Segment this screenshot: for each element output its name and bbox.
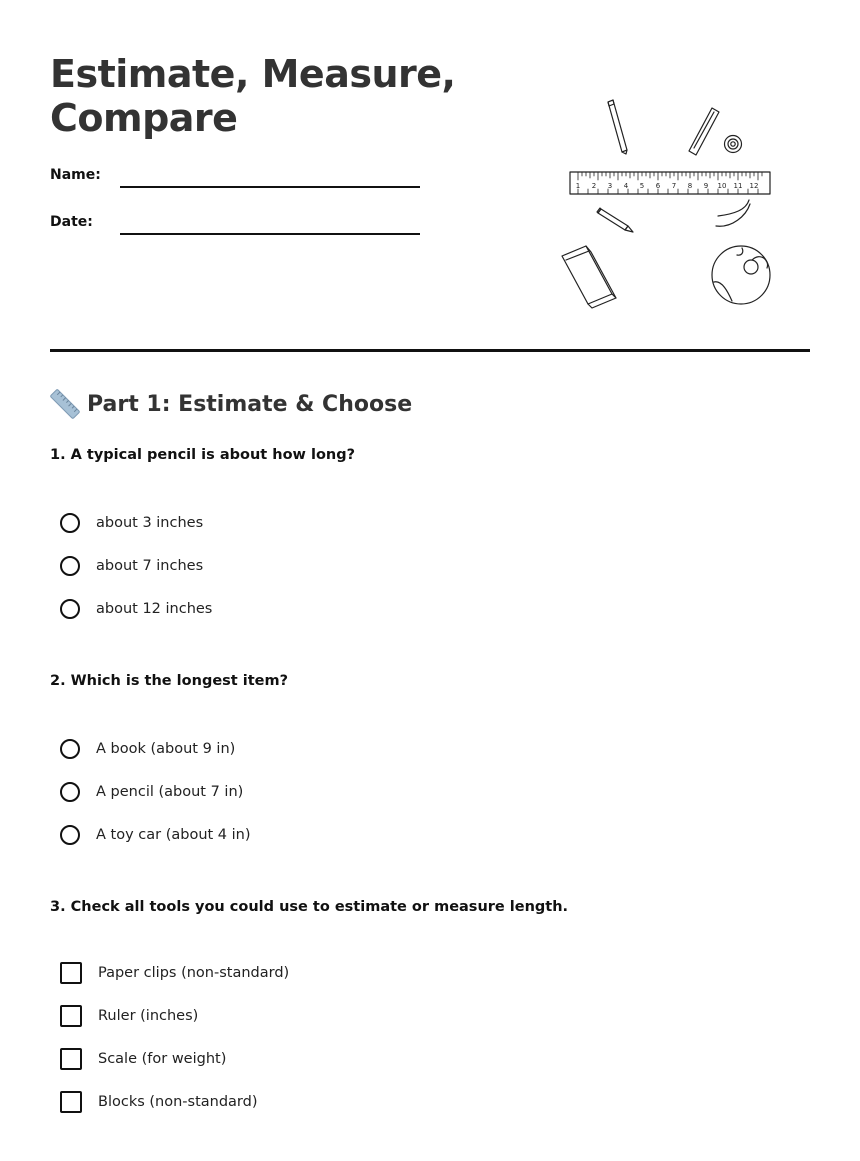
part-1-heading bbox=[50, 388, 412, 420]
radio-button[interactable] bbox=[60, 556, 80, 576]
radio-button[interactable] bbox=[60, 599, 80, 619]
svg-text:6: 6 bbox=[655, 182, 661, 190]
checkbox[interactable] bbox=[60, 962, 82, 984]
name-input-line[interactable] bbox=[120, 186, 420, 188]
question-1-option-2[interactable] bbox=[60, 553, 203, 579]
svg-text:1: 1 bbox=[575, 182, 581, 190]
question-2-option-1[interactable] bbox=[60, 736, 235, 762]
tape-icon bbox=[725, 136, 742, 153]
svg-text:4: 4 bbox=[623, 182, 629, 190]
pencil-icon bbox=[608, 100, 627, 154]
checkbox[interactable] bbox=[60, 1048, 82, 1070]
checkbox[interactable] bbox=[60, 1005, 82, 1027]
question-3-option-1[interactable] bbox=[60, 960, 289, 986]
date-label: Date: bbox=[50, 214, 93, 230]
option-label: A pencil (about 7 in) bbox=[96, 784, 244, 800]
svg-text:12: 12 bbox=[749, 182, 759, 190]
ball-icon bbox=[712, 246, 770, 304]
option-label: Scale (for weight) bbox=[98, 1051, 227, 1067]
option-label: Paper clips (non-standard) bbox=[98, 965, 290, 981]
question-3-option-3[interactable] bbox=[60, 1046, 226, 1072]
radio-button[interactable] bbox=[60, 825, 80, 845]
pencil-small-icon bbox=[597, 208, 633, 232]
svg-text:8: 8 bbox=[687, 182, 693, 190]
question-2-text: 2. Which is the longest item? bbox=[50, 673, 289, 689]
name-label: Name: bbox=[50, 167, 101, 183]
eraser-icon bbox=[562, 246, 616, 308]
svg-text:2: 2 bbox=[591, 182, 597, 190]
question-3-option-4[interactable] bbox=[60, 1089, 258, 1115]
question-1-option-3[interactable] bbox=[60, 596, 212, 622]
measurement-tools-illustration bbox=[556, 92, 780, 314]
question-2-option-2[interactable] bbox=[60, 779, 243, 805]
radio-button[interactable] bbox=[60, 513, 80, 533]
part-1-title: Part 1: Estimate & Choose bbox=[87, 391, 413, 417]
curved-line-icon bbox=[716, 200, 750, 226]
option-label: about 12 inches bbox=[96, 601, 213, 617]
title-line-1: Estimate, Measure, bbox=[50, 52, 456, 96]
option-label: A book (about 9 in) bbox=[96, 741, 236, 757]
header-divider bbox=[50, 349, 810, 352]
checkbox[interactable] bbox=[60, 1091, 82, 1113]
radio-button[interactable] bbox=[60, 739, 80, 759]
svg-text:7: 7 bbox=[671, 182, 677, 190]
question-3-option-2[interactable] bbox=[60, 1003, 198, 1029]
title-line-2: Compare bbox=[50, 96, 238, 140]
svg-text:10: 10 bbox=[717, 182, 727, 190]
svg-text:9: 9 bbox=[703, 182, 709, 190]
question-1-text: 1. A typical pencil is about how long? bbox=[50, 447, 356, 463]
svg-text:3: 3 bbox=[607, 182, 613, 190]
svg-text:11: 11 bbox=[733, 182, 743, 190]
option-label: Ruler (inches) bbox=[98, 1008, 199, 1024]
date-field[interactable] bbox=[50, 213, 420, 243]
option-label: about 3 inches bbox=[96, 515, 204, 531]
option-label: Blocks (non-standard) bbox=[98, 1094, 258, 1110]
ruler-icon bbox=[689, 108, 719, 155]
question-1-option-1[interactable] bbox=[60, 510, 203, 536]
question-2-option-3[interactable] bbox=[60, 822, 251, 848]
radio-button[interactable] bbox=[60, 782, 80, 802]
question-3-text: 3. Check all tools you could use to estimate or measure length. bbox=[50, 899, 569, 915]
option-label: about 7 inches bbox=[96, 558, 204, 574]
ruler-icon bbox=[50, 389, 80, 419]
svg-text:5: 5 bbox=[639, 182, 645, 190]
option-label: A toy car (about 4 in) bbox=[96, 827, 251, 843]
date-input-line[interactable] bbox=[120, 233, 420, 235]
worksheet-title bbox=[50, 52, 470, 140]
name-field[interactable] bbox=[50, 166, 420, 196]
